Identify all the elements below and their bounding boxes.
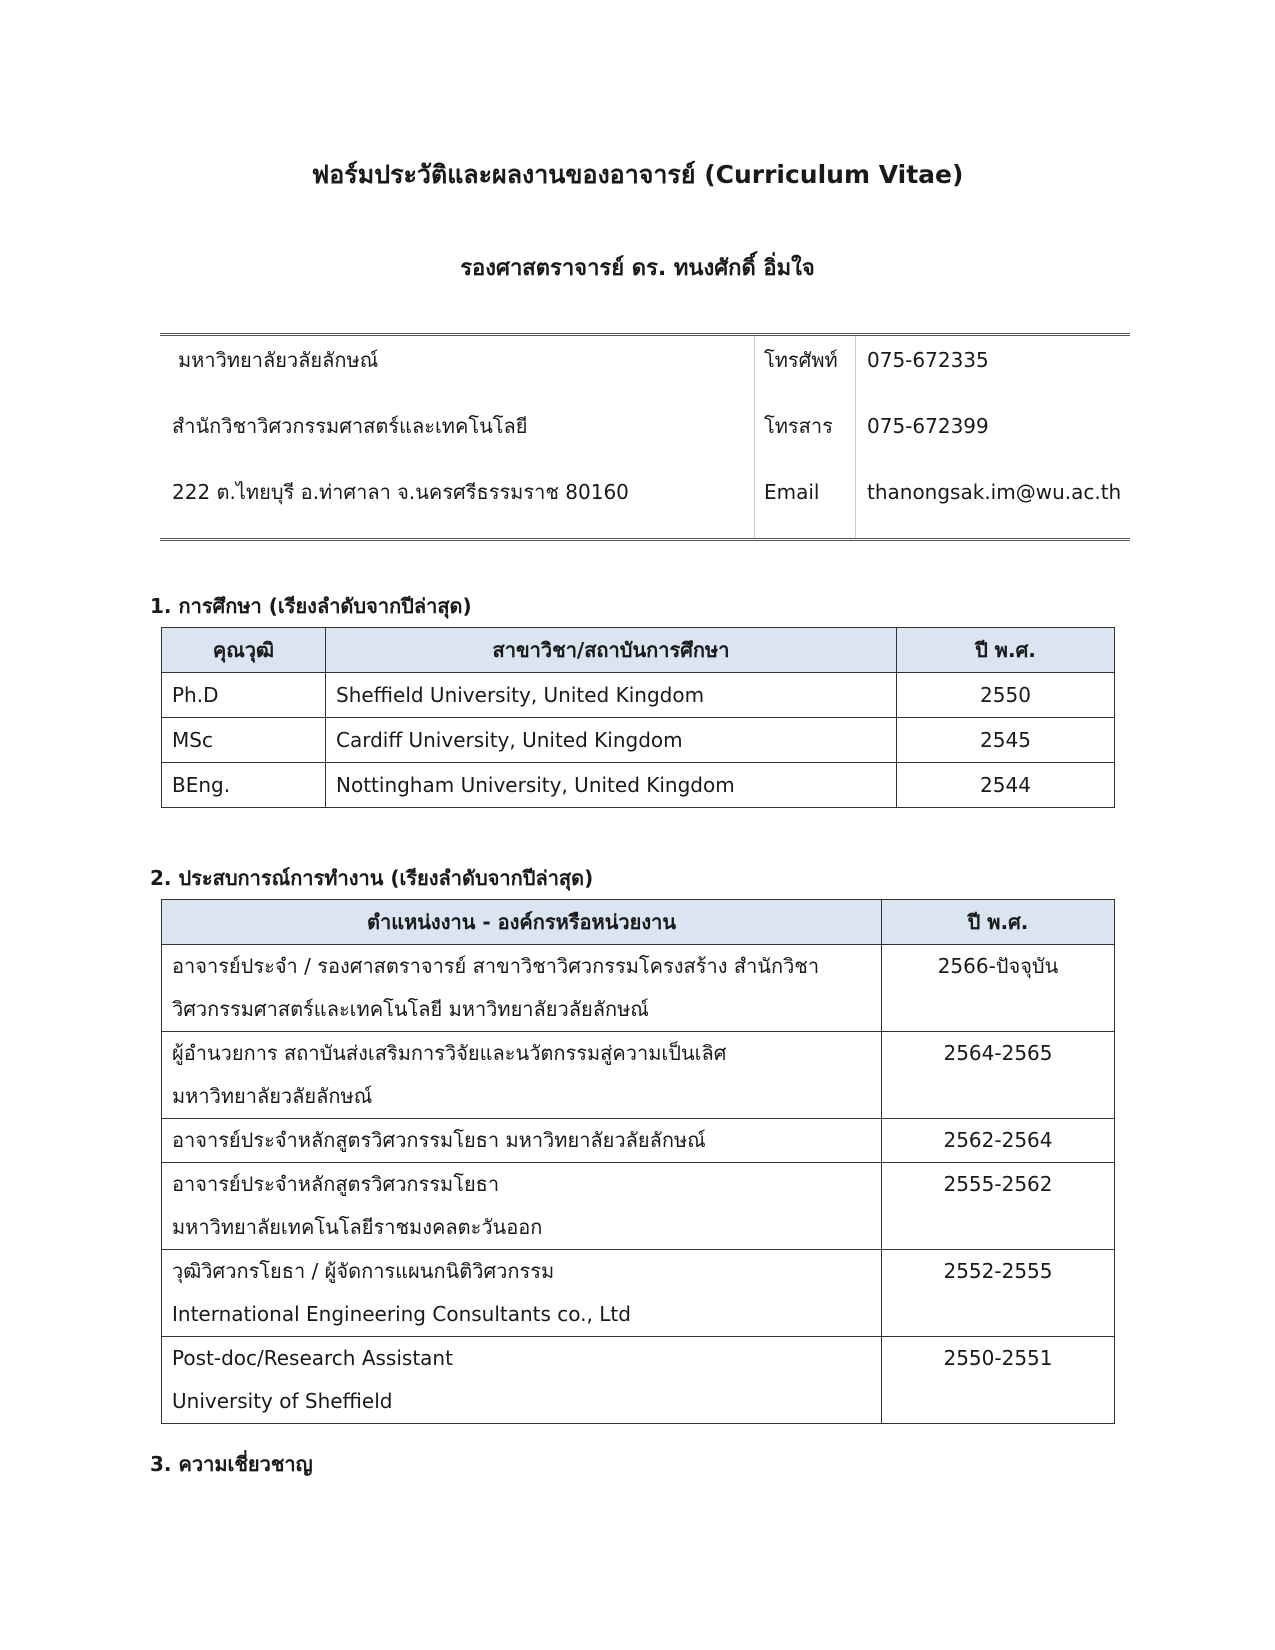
contact-row-email	[160, 474, 1130, 510]
institution-cell: Cardiff University, United Kingdom	[326, 718, 897, 763]
fax-value: 075-672399	[867, 414, 989, 438]
year-cell: 2562-2564	[882, 1119, 1115, 1163]
contact-row-phone	[160, 342, 1130, 378]
table-row	[162, 1032, 1115, 1119]
institution-cell: Sheffield University, United Kingdom	[326, 673, 897, 718]
year-cell: 2550-2551	[882, 1337, 1115, 1424]
contact-block	[160, 333, 1130, 541]
position-cell	[162, 1032, 882, 1119]
degree-cell: MSc	[162, 718, 326, 763]
position-cell	[162, 1337, 882, 1424]
table-header-row	[162, 628, 1115, 673]
page-title: ฟอร์มประวัติและผลงานของอาจารย์ (Curriculum Vitae)	[311, 160, 964, 189]
column-header-year: ปี พ.ศ.	[882, 900, 1115, 945]
experience-table	[161, 899, 1115, 1424]
year-cell: 2545	[897, 718, 1115, 763]
position-line: University of Sheffield	[172, 1389, 393, 1413]
position-cell	[162, 945, 882, 1032]
email-label: Email	[764, 480, 820, 504]
position-line: มหาวิทยาลัยเทคโนโลยีราชมงคลตะวันออก	[172, 1215, 543, 1239]
column-header-year: ปี พ.ศ.	[897, 628, 1115, 673]
table-row	[162, 945, 1115, 1032]
position-line: Post-doc/Research Assistant	[172, 1346, 453, 1370]
position-line: วิศวกรรมศาสตร์และเทคโนโลยี มหาวิทยาลัยวลัยลักษณ์	[172, 997, 649, 1021]
institution-cell: Nottingham University, United Kingdom	[326, 763, 897, 808]
table-row	[162, 1250, 1115, 1337]
position-line: International Engineering Consultants co., Ltd	[172, 1302, 631, 1326]
position-line: ผู้อำนวยการ สถาบันส่งเสริมการวิจัยและนวัตกรรมสู่ความเป็นเลิศ	[172, 1041, 727, 1065]
degree-cell: Ph.D	[162, 673, 326, 718]
table-row	[162, 1119, 1115, 1163]
table-row	[162, 763, 1115, 808]
position-line: มหาวิทยาลัยวลัยลักษณ์	[172, 1084, 373, 1108]
year-cell: 2564-2565	[882, 1032, 1115, 1119]
position-cell	[162, 1250, 882, 1337]
table-row	[162, 1163, 1115, 1250]
column-header-institution: สาขาวิชา/สถาบันการศึกษา	[326, 628, 897, 673]
expertise-heading: 3. ความเชี่ยวชาญ	[150, 1452, 313, 1476]
phone-value: 075-672335	[867, 348, 989, 372]
university-name: มหาวิทยาลัยวลัยลักษณ์	[178, 348, 379, 372]
fax-label: โทรสาร	[764, 414, 833, 438]
contact-row-fax	[160, 408, 1130, 444]
year-cell: 2555-2562	[882, 1163, 1115, 1250]
column-header-degree: คุณวุฒิ	[162, 628, 326, 673]
table-row	[162, 673, 1115, 718]
position-cell	[162, 1163, 882, 1250]
degree-cell: BEng.	[162, 763, 326, 808]
year-cell: 2566-ปัจจุบัน	[882, 945, 1115, 1032]
education-table	[161, 627, 1115, 808]
year-cell: 2544	[897, 763, 1115, 808]
experience-heading: 2. ประสบการณ์การทำงาน (เรียงลำดับจากปีล่าสุด)	[150, 866, 594, 890]
table-row	[162, 718, 1115, 763]
year-cell: 2552-2555	[882, 1250, 1115, 1337]
year-cell: 2550	[897, 673, 1115, 718]
person-name: รองศาสตราจารย์ ดร. ทนงศักดิ์ อิ่มใจ	[460, 256, 815, 281]
position-line: วุฒิวิศวกรโยธา / ผู้จัดการแผนกนิติวิศวกรรม	[172, 1259, 555, 1283]
position-line: อาจารย์ประจำ / รองศาสตราจารย์ สาขาวิชาวิศวกรรมโครงสร้าง สำนักวิชา	[172, 954, 820, 978]
phone-label: โทรศัพท์	[764, 348, 838, 372]
address: 222 ต.ไทยบุรี อ.ท่าศาลา จ.นครศรีธรรมราช 80160	[172, 480, 629, 504]
table-header-row	[162, 900, 1115, 945]
school-name: สำนักวิชาวิศวกรรมศาสตร์และเทคโนโลยี	[172, 414, 528, 438]
column-header-position: ตำแหน่งงาน - องค์กรหรือหน่วยงาน	[162, 900, 882, 945]
position-line: อาจารย์ประจำหลักสูตรวิศวกรรมโยธา มหาวิทยาลัยวลัยลักษณ์	[172, 1128, 706, 1152]
table-row	[162, 1337, 1115, 1424]
education-heading: 1. การศึกษา (เรียงลำดับจากปีล่าสุด)	[150, 594, 472, 618]
email-value: thanongsak.im@wu.ac.th	[867, 480, 1122, 504]
position-cell	[162, 1119, 882, 1163]
position-line: อาจารย์ประจำหลักสูตรวิศวกรรมโยธา	[172, 1172, 500, 1196]
